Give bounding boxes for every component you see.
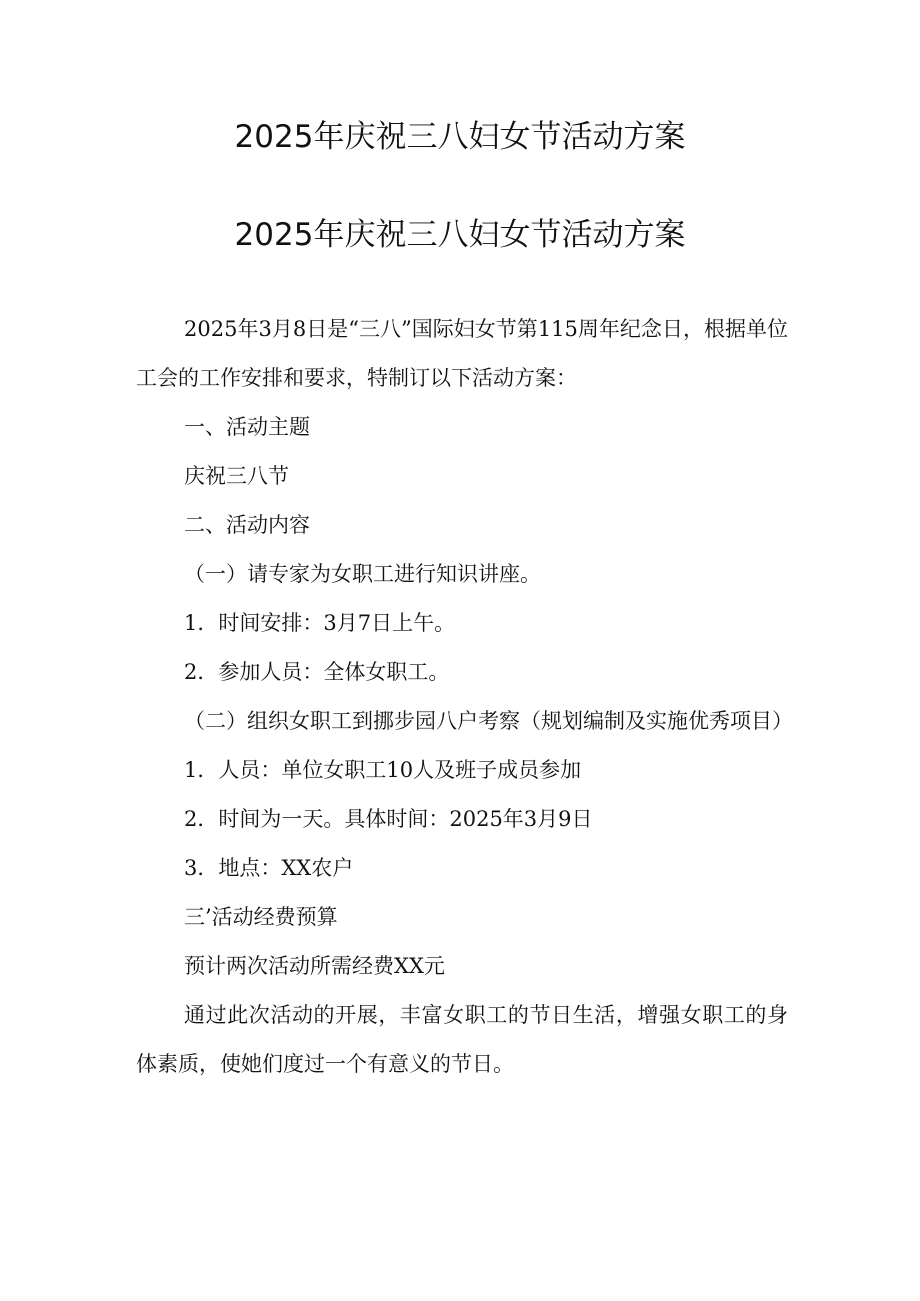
theme-text: 庆祝三八节 <box>184 464 289 488</box>
subsection-lecture: （一）请专家为女职工进行知识讲座。 <box>184 562 541 586</box>
list-item-visit-time: 2．时间为一天。具体时间：2025年3月9日 <box>184 807 593 831</box>
list-item-lecture-time: 1．时间安排：3月7日上午。 <box>184 611 456 635</box>
subsection-visit: （二）组织女职工到挪步园八户考察（规划编制及实施优秀项目） <box>184 709 793 733</box>
document-subtitle: 2025年庆祝三八妇女节活动方案 <box>234 217 686 253</box>
list-item-visit-people: 1．人员：单位女职工10人及班子成员参加 <box>184 758 582 782</box>
list-item-visit-location: 3．地点：XX农户 <box>184 856 354 880</box>
document-title: 2025年庆祝三八妇女节活动方案 <box>234 119 686 155</box>
document-body <box>136 305 793 1089</box>
list-item-lecture-participants: 2．参加人员：全体女职工。 <box>184 660 450 684</box>
section-heading-budget: 三’活动经费预算 <box>184 905 338 929</box>
budget-text: 预计两次活动所需经费XX元 <box>184 954 445 978</box>
closing-paragraph: 通过此次活动的开展，丰富女职工的节日生活，增强女职工的身体素质，使她们度过一个有意义的节日。 <box>136 1003 788 1076</box>
section-heading-theme: 一、活动主题 <box>184 415 310 439</box>
intro-paragraph: 2025年3月8日是“三八”国际妇女节第115周年纪念日，根据单位工会的工作安排和要求，特制订以下活动方案： <box>136 317 788 390</box>
section-heading-content: 二、活动内容 <box>184 513 310 537</box>
